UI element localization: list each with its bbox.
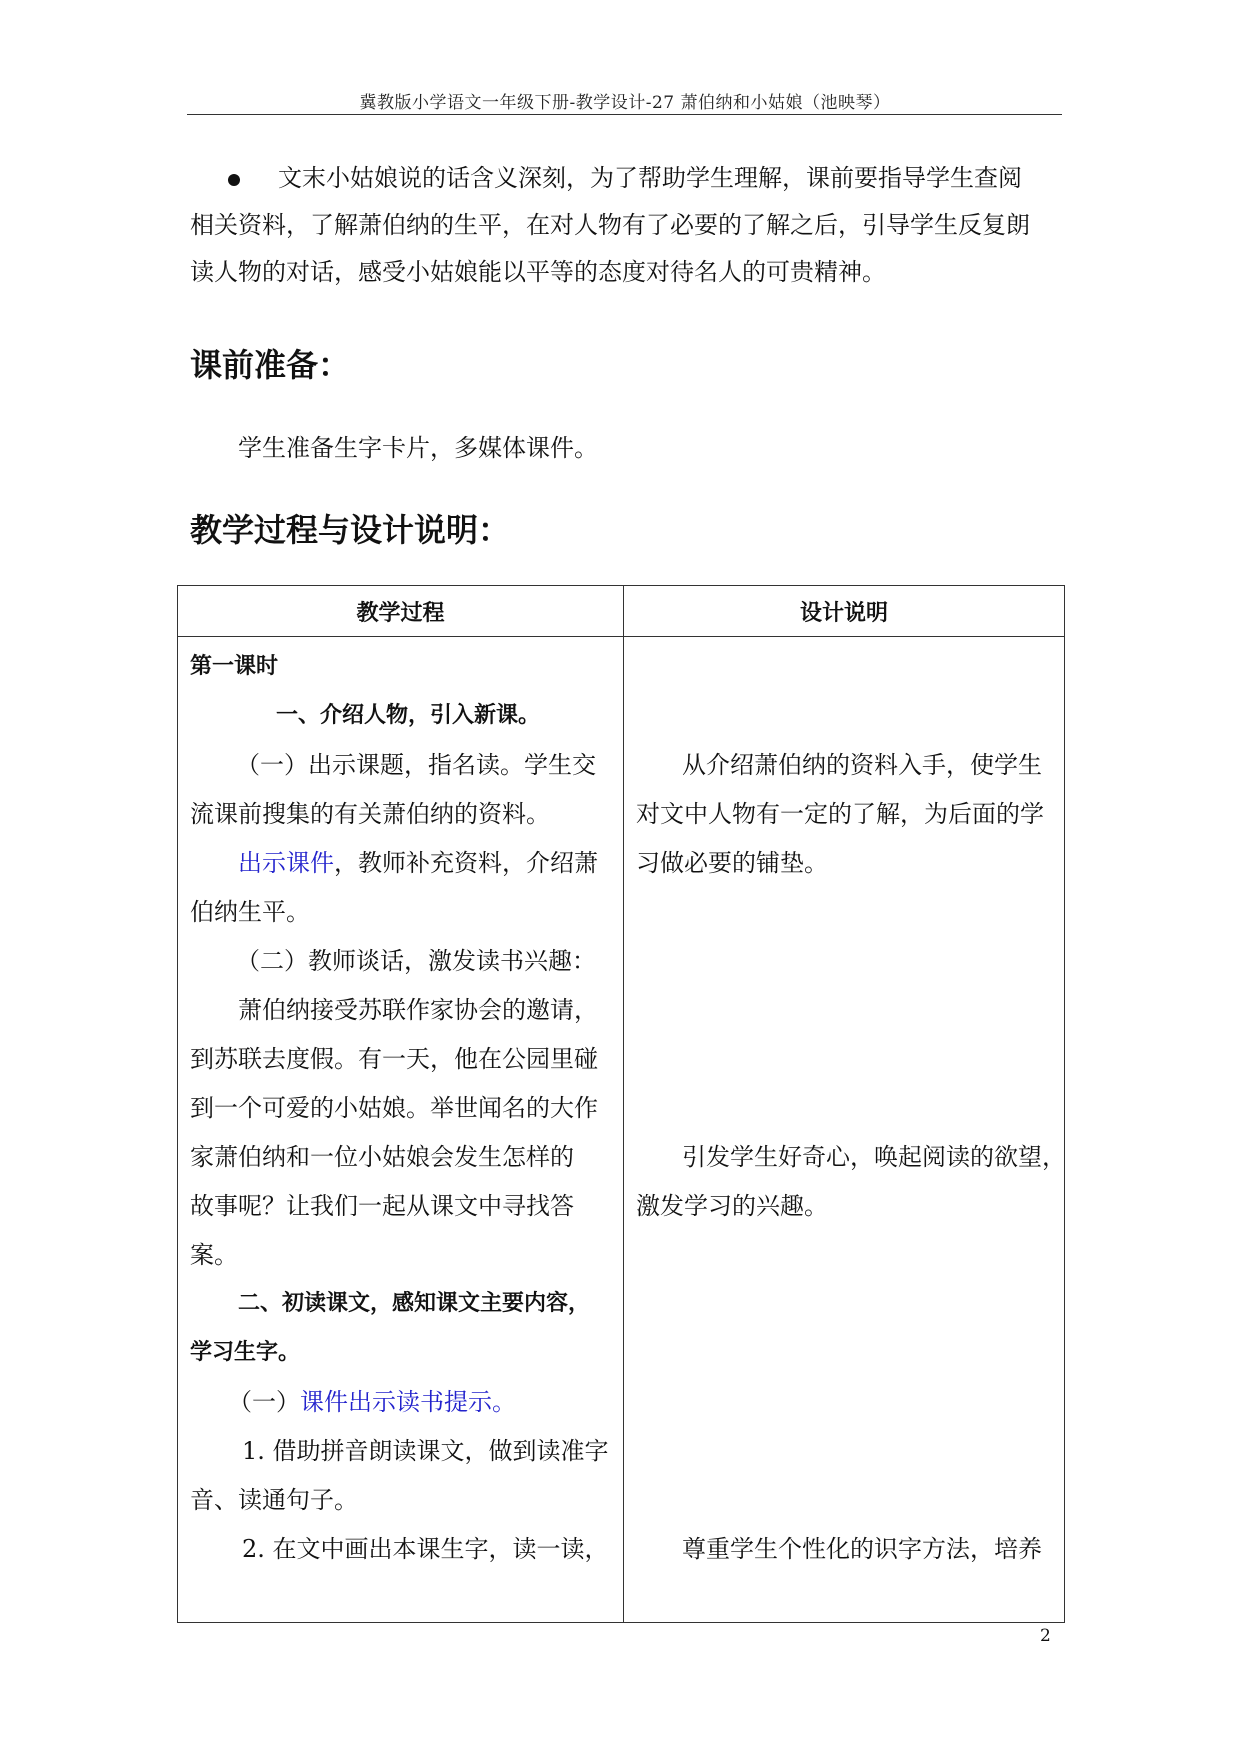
process-line: 流课前搜集的有关萧伯纳的资料。 bbox=[190, 800, 550, 828]
design-line: 激发学习的兴趣。 bbox=[636, 1192, 828, 1220]
process-line: 伯纳生平。 bbox=[190, 898, 310, 926]
prep-text: 学生准备生字卡片，多媒体课件。 bbox=[238, 434, 598, 462]
process-line: 出示课件，教师补充资料，介绍萧 bbox=[238, 849, 598, 877]
process-line: 音、读通句子。 bbox=[190, 1486, 358, 1514]
page-number: 2 bbox=[1040, 1626, 1051, 1646]
process-line: （一）出示课题，指名读。学生交 bbox=[236, 751, 596, 779]
process-line: 2. 在文中画出本课生字，读一读， bbox=[242, 1535, 609, 1563]
process-column bbox=[178, 637, 624, 1623]
design-line: 尊重学生个性化的识字方法，培养 bbox=[682, 1535, 1042, 1563]
section-1-title: 一、介绍人物，引入新课。 bbox=[276, 703, 541, 728]
process-line: 1. 借助拼音朗读课文，做到读准字 bbox=[242, 1437, 609, 1465]
process-heading: 教学过程与设计说明： bbox=[190, 511, 511, 549]
design-column bbox=[624, 637, 1065, 1623]
intro-line-1: 文末小姑娘说的话含义深刻，为了帮助学生理解，课前要指导学生查阅 bbox=[278, 164, 1022, 192]
design-line: 从介绍萧伯纳的资料入手，使学生 bbox=[682, 751, 1042, 779]
process-line: 案。 bbox=[190, 1241, 238, 1269]
intro-paragraph bbox=[190, 155, 1060, 296]
design-line: 引发学生好奇心，唤起阅读的欲望， bbox=[682, 1143, 1066, 1171]
process-line: （二）教师谈话，激发读书兴趣： bbox=[236, 947, 596, 975]
process-line: 到苏联去度假。有一天，他在公园里碰 bbox=[190, 1045, 598, 1073]
section-2-title-cont: 学习生字。 bbox=[190, 1340, 301, 1365]
intro-line-2: 相关资料，了解萧伯纳的生平，在对人物有了必要的了解之后，引导学生反复朗 bbox=[190, 211, 1030, 239]
process-line: 家萧伯纳和一位小姑娘会发生怎样的 bbox=[190, 1143, 574, 1171]
header-rule bbox=[187, 114, 1062, 115]
design-line: 对文中人物有一定的了解，为后面的学 bbox=[636, 800, 1044, 828]
col-header-design: 设计说明 bbox=[624, 586, 1065, 637]
page-header: 冀教版小学语文一年级下册-教学设计-27 萧伯纳和小姑娘（池映琴） bbox=[359, 93, 891, 113]
process-line: 萧伯纳接受苏联作家协会的邀请， bbox=[238, 996, 598, 1024]
process-table bbox=[177, 585, 1065, 1623]
col-header-process: 教学过程 bbox=[178, 586, 624, 637]
section-2-title: 二、初读课文，感知课文主要内容， bbox=[238, 1291, 591, 1316]
lesson-title: 第一课时 bbox=[190, 654, 279, 679]
process-line: （一）课件出示读书提示。 bbox=[228, 1388, 516, 1416]
design-line: 习做必要的铺垫。 bbox=[636, 849, 828, 877]
process-line: 故事呢？让我们一起从课文中寻找答 bbox=[190, 1192, 574, 1220]
process-line: 到一个可爱的小姑娘。举世闻名的大作 bbox=[190, 1094, 598, 1122]
courseware-link: 出示课件 bbox=[238, 849, 334, 877]
prep-heading: 课前准备： bbox=[190, 346, 351, 384]
courseware-prompt: 课件出示读书提示。 bbox=[300, 1388, 516, 1416]
intro-line-3: 读人物的对话，感受小姑娘能以平等的态度对待名人的可贵精神。 bbox=[190, 258, 886, 286]
bullet-icon bbox=[228, 174, 240, 186]
